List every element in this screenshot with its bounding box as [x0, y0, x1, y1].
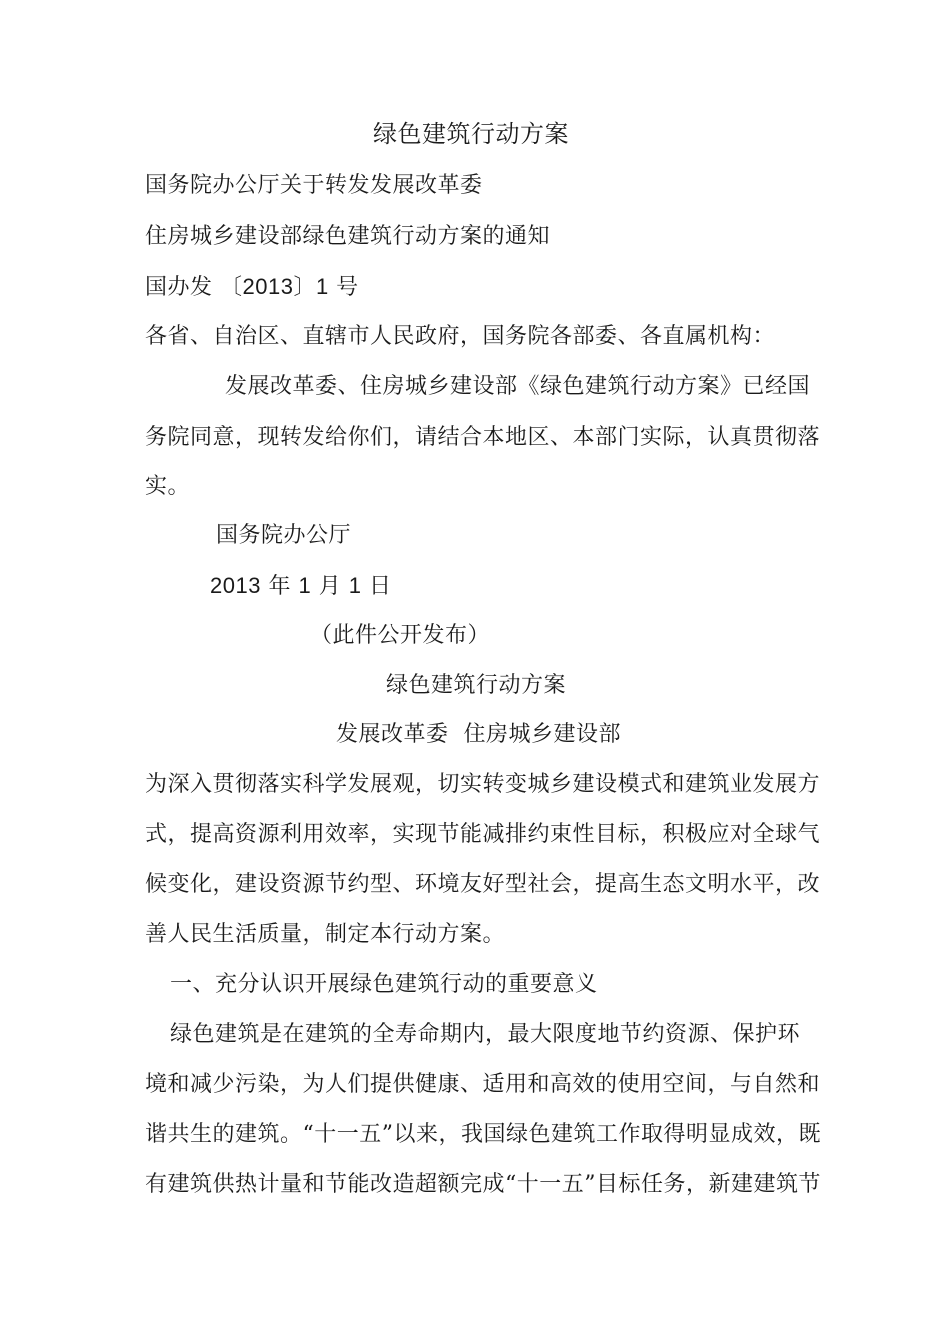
- plan-title: 绿色建筑行动方案: [386, 673, 567, 698]
- issue-date-year: 2013: [210, 573, 261, 598]
- issue-date-month-unit: 月: [311, 574, 349, 599]
- document-title: 绿色建筑行动方案: [373, 120, 569, 148]
- publication-note: （此件公开发布）: [310, 623, 491, 648]
- recipients-line: 各省、自治区、直辖市人民政府，国务院各部委、各直属机构：: [145, 324, 776, 349]
- issue-date-day: 1: [348, 573, 362, 598]
- notice-body-line-2: 务院同意，现转发给你们，请结合本地区、本部门实际，认真贯彻落: [145, 425, 821, 450]
- document-number-year: 〔2013〕1: [220, 274, 329, 299]
- document-number-prefix: 国办发: [145, 275, 220, 300]
- notice-body-line-1: 发展改革委、住房城乡建设部《绿色建筑行动方案》已经国: [225, 374, 811, 399]
- document-number-suffix: 号: [328, 275, 359, 300]
- issue-date: [210, 571, 391, 602]
- notice-body-line-3: 实。: [145, 474, 191, 499]
- intro-line-4: 善人民生活质量，制定本行动方案。: [145, 922, 506, 947]
- section-1-line-1: 绿色建筑是在建筑的全寿命期内，最大限度地节约资源、保护环: [170, 1022, 801, 1047]
- notice-heading-line-1: 国务院办公厅关于转发发展改革委: [145, 173, 483, 198]
- intro-line-3: 候变化，建设资源节约型、环境友好型社会，提高生态文明水平，改: [145, 872, 821, 897]
- section-1-line-2: 境和减少污染，为人们提供健康、适用和高效的使用空间，与自然和: [145, 1072, 821, 1097]
- document-number: [145, 272, 359, 303]
- notice-heading-line-2: 住房城乡建设部绿色建筑行动方案的通知: [145, 224, 551, 249]
- section-1-line-3: 谐共生的建筑。“十一五”以来，我国绿色建筑工作取得明显成效，既: [145, 1122, 821, 1147]
- plan-authors: 发展改革委 住房城乡建设部: [336, 722, 621, 747]
- issue-date-year-unit: 年: [260, 574, 299, 599]
- issuer: 国务院办公厅: [216, 523, 352, 548]
- issue-date-month: 1: [298, 573, 312, 598]
- section-1-line-4: 有建筑供热计量和节能改造超额完成“十一五”目标任务，新建建筑节: [145, 1172, 821, 1197]
- intro-line-1: 为深入贯彻落实科学发展观，切实转变城乡建设模式和建筑业发展方: [145, 772, 821, 797]
- section-1-heading: 一、充分认识开展绿色建筑行动的重要意义: [170, 972, 598, 997]
- issue-date-day-unit: 日: [361, 574, 392, 599]
- intro-line-2: 式，提高资源利用效率，实现节能减排约束性目标，积极应对全球气: [145, 822, 821, 847]
